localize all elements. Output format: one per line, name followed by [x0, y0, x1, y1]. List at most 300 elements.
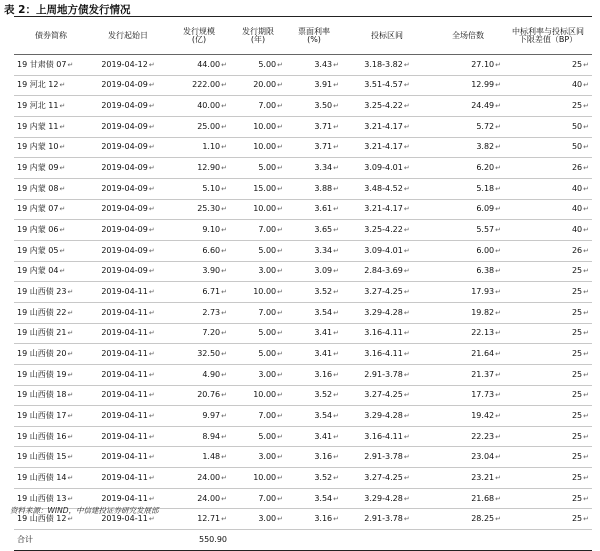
cell-scale	[168, 55, 230, 76]
cell-value: 2019-04-09	[101, 183, 148, 193]
cell-value: 23.21	[471, 472, 495, 482]
cell-value: 3.48-4.52	[364, 183, 403, 193]
cell-date	[88, 468, 168, 489]
column-header-line: 发行起始日	[108, 30, 148, 40]
paragraph-mark-icon: ↵	[277, 411, 283, 420]
cell-multiple	[432, 488, 504, 509]
cell-value: 19 内蒙 05	[17, 245, 59, 255]
cell-value: 2019-04-09	[101, 204, 148, 214]
paragraph-mark-icon: ↵	[148, 102, 155, 111]
total-cell-name	[14, 530, 88, 551]
paragraph-mark-icon: ↵	[221, 81, 227, 90]
cell-name	[14, 240, 88, 261]
cell-value: 2019-04-11	[101, 369, 148, 379]
column-header-multiple	[432, 17, 504, 55]
cell-value: 25	[571, 514, 583, 524]
cell-value: 28.25	[471, 514, 495, 524]
cell-multiple	[432, 282, 504, 303]
cell-spread	[504, 178, 592, 199]
paragraph-mark-icon: ↵	[277, 143, 283, 152]
cell-value: 2.73	[202, 307, 221, 317]
table-row	[14, 385, 592, 406]
cell-range	[342, 116, 432, 137]
paragraph-mark-icon: ↵	[403, 226, 410, 235]
cell-multiple	[432, 75, 504, 96]
paragraph-mark-icon: ↵	[333, 370, 339, 379]
cell-value: 3.52	[314, 472, 333, 482]
cell-rate	[286, 509, 342, 530]
paragraph-mark-icon: ↵	[221, 288, 227, 297]
cell-value: 32.50	[197, 349, 221, 359]
cell-multiple	[432, 406, 504, 427]
cell-spread	[504, 344, 592, 365]
cell-value: 3.52	[314, 390, 333, 400]
column-header-date	[88, 17, 168, 55]
paragraph-mark-icon: ↵	[67, 432, 74, 441]
paragraph-mark-icon: ↵	[403, 164, 410, 173]
paragraph-mark-icon: ↵	[403, 370, 410, 379]
paragraph-mark-icon: ↵	[277, 370, 283, 379]
cell-term	[230, 220, 286, 241]
cell-scale	[168, 385, 230, 406]
cell-rate	[286, 385, 342, 406]
cell-range	[342, 447, 432, 468]
cell-value: 2019-04-09	[101, 142, 148, 152]
cell-value: 19 山西债 13	[17, 493, 67, 503]
paragraph-mark-icon: ↵	[221, 143, 227, 152]
cell-value: 19 山西债 18	[17, 390, 67, 400]
cell-value: 5.00	[258, 59, 277, 69]
table-row	[14, 261, 592, 282]
cell-name	[14, 96, 88, 117]
cell-multiple	[432, 220, 504, 241]
cell-spread	[504, 385, 592, 406]
cell-value: 19 内蒙 08	[17, 183, 59, 193]
cell-value: 5.00	[258, 328, 277, 338]
cell-range	[342, 220, 432, 241]
cell-value: 3.88	[314, 183, 333, 193]
cell-rate	[286, 261, 342, 282]
table-row	[14, 220, 592, 241]
paragraph-mark-icon: ↵	[59, 267, 66, 276]
total-cell-date	[88, 530, 168, 551]
cell-scale	[168, 96, 230, 117]
cell-value: 25	[571, 287, 583, 297]
cell-value: 8.94	[202, 431, 221, 441]
cell-spread	[504, 302, 592, 323]
cell-date	[88, 240, 168, 261]
cell-date	[88, 96, 168, 117]
cell-name	[14, 178, 88, 199]
paragraph-mark-icon: ↵	[583, 473, 589, 482]
column-header-term	[230, 17, 286, 55]
paragraph-mark-icon: ↵	[277, 350, 283, 359]
paragraph-mark-icon: ↵	[333, 143, 339, 152]
cell-range	[342, 96, 432, 117]
cell-value: 10.00	[253, 287, 277, 297]
cell-value: 19.42	[471, 410, 495, 420]
paragraph-mark-icon: ↵	[403, 246, 410, 255]
cell-scale	[168, 509, 230, 530]
cell-value: 5.72	[476, 121, 495, 131]
cell-multiple	[432, 302, 504, 323]
cell-term	[230, 468, 286, 489]
paragraph-mark-icon: ↵	[277, 81, 283, 90]
cell-term	[230, 75, 286, 96]
paragraph-mark-icon: ↵	[333, 226, 339, 235]
column-header-line: (亿)	[191, 34, 207, 44]
paragraph-mark-icon: ↵	[277, 473, 283, 482]
paragraph-mark-icon: ↵	[148, 350, 155, 359]
cell-scale	[168, 261, 230, 282]
cell-rate	[286, 55, 342, 76]
paragraph-mark-icon: ↵	[148, 370, 155, 379]
cell-value: 3.54	[314, 410, 333, 420]
total-cell-range	[342, 530, 432, 551]
cell-multiple	[432, 261, 504, 282]
cell-multiple	[432, 344, 504, 365]
cell-spread	[504, 220, 592, 241]
paragraph-mark-icon: ↵	[277, 184, 283, 193]
cell-value: 5.18	[476, 183, 495, 193]
cell-multiple	[432, 55, 504, 76]
paragraph-mark-icon: ↵	[333, 122, 339, 131]
cell-value: 3.16-4.11	[364, 431, 403, 441]
paragraph-mark-icon: ↵	[148, 329, 155, 338]
column-header-line: (%)	[307, 34, 321, 44]
cell-name	[14, 406, 88, 427]
paragraph-mark-icon: ↵	[277, 288, 283, 297]
cell-value: 19 山西债 19	[17, 369, 67, 379]
cell-date	[88, 385, 168, 406]
paragraph-mark-icon: ↵	[495, 102, 501, 111]
column-header-line: 票面利率	[298, 26, 330, 36]
paragraph-mark-icon: ↵	[333, 473, 339, 482]
cell-scale	[168, 178, 230, 199]
cell-value: 2.91-3.78	[364, 452, 403, 462]
cell-rate	[286, 406, 342, 427]
paragraph-mark-icon: ↵	[333, 102, 339, 111]
paragraph-mark-icon: ↵	[148, 453, 155, 462]
paragraph-mark-icon: ↵	[583, 515, 589, 524]
table-row	[14, 199, 592, 220]
cell-value: 10.00	[253, 204, 277, 214]
cell-value: 19 甘肃债 07	[17, 59, 67, 69]
cell-name	[14, 282, 88, 303]
paragraph-mark-icon: ↵	[333, 391, 339, 400]
paragraph-mark-icon: ↵	[221, 350, 227, 359]
cell-value: 2019-04-09	[101, 245, 148, 255]
cell-value: 40.00	[197, 101, 221, 111]
cell-value: 2019-04-11	[101, 410, 148, 420]
cell-scale	[168, 240, 230, 261]
cell-value: 19.82	[471, 307, 495, 317]
cell-term	[230, 116, 286, 137]
cell-value: 2019-04-09	[101, 121, 148, 131]
cell-value: 2019-04-11	[101, 493, 148, 503]
paragraph-mark-icon: ↵	[221, 246, 227, 255]
cell-value: 3.41	[314, 328, 333, 338]
cell-rate	[286, 468, 342, 489]
cell-range	[342, 468, 432, 489]
cell-term	[230, 137, 286, 158]
cell-value: 3.27-4.25	[364, 390, 403, 400]
cell-value: 2019-04-11	[101, 472, 148, 482]
cell-value: 23.04	[471, 452, 495, 462]
cell-value: 3.29-4.28	[364, 307, 403, 317]
cell-value: 2019-04-09	[101, 80, 148, 90]
table-row	[14, 344, 592, 365]
column-header-name	[14, 17, 88, 55]
cell-term	[230, 282, 286, 303]
cell-value: 40	[571, 80, 583, 90]
paragraph-mark-icon: ↵	[148, 494, 155, 503]
cell-multiple	[432, 426, 504, 447]
cell-spread	[504, 468, 592, 489]
cell-value: 6.09	[476, 204, 495, 214]
paragraph-mark-icon: ↵	[148, 515, 155, 524]
paragraph-mark-icon: ↵	[403, 81, 410, 90]
paragraph-mark-icon: ↵	[221, 205, 227, 214]
table-row	[14, 158, 592, 179]
cell-rate	[286, 137, 342, 158]
cell-value: 3.00	[258, 452, 277, 462]
paragraph-mark-icon: ↵	[495, 60, 501, 69]
cell-term	[230, 178, 286, 199]
paragraph-mark-icon: ↵	[403, 350, 410, 359]
cell-range	[342, 55, 432, 76]
paragraph-mark-icon: ↵	[403, 453, 410, 462]
cell-multiple	[432, 178, 504, 199]
paragraph-mark-icon: ↵	[59, 226, 66, 235]
paragraph-mark-icon: ↵	[583, 267, 589, 276]
cell-value: 19 山西债 16	[17, 431, 67, 441]
cell-term	[230, 302, 286, 323]
cell-value: 2019-04-09	[101, 101, 148, 111]
cell-scale	[168, 199, 230, 220]
cell-multiple	[432, 158, 504, 179]
cell-spread	[504, 240, 592, 261]
table-row	[14, 96, 592, 117]
table-header-row	[14, 17, 592, 55]
paragraph-mark-icon: ↵	[403, 143, 410, 152]
cell-value: 22.23	[471, 431, 495, 441]
cell-value: 3.09-4.01	[364, 245, 403, 255]
cell-name	[14, 344, 88, 365]
cell-range	[342, 261, 432, 282]
cell-value: 2019-04-11	[101, 328, 148, 338]
cell-multiple	[432, 447, 504, 468]
cell-value: 6.60	[202, 245, 221, 255]
paragraph-mark-icon: ↵	[59, 184, 66, 193]
cell-term	[230, 158, 286, 179]
cell-value: 25.30	[197, 204, 221, 214]
cell-term	[230, 447, 286, 468]
cell-multiple	[432, 364, 504, 385]
paragraph-mark-icon: ↵	[403, 288, 410, 297]
column-header-rate	[286, 17, 342, 55]
total-cell-term	[230, 530, 286, 551]
cell-multiple	[432, 199, 504, 220]
cell-name	[14, 447, 88, 468]
cell-value: 5.10	[202, 183, 221, 193]
cell-value: 3.82	[476, 142, 495, 152]
cell-term	[230, 385, 286, 406]
column-header-line: 投标区间	[371, 30, 403, 40]
cell-value: 4.90	[202, 369, 221, 379]
paragraph-mark-icon: ↵	[403, 391, 410, 400]
paragraph-mark-icon: ↵	[403, 102, 410, 111]
cell-value: 19 内蒙 10	[17, 142, 59, 152]
paragraph-mark-icon: ↵	[277, 205, 283, 214]
cell-scale	[168, 302, 230, 323]
paragraph-mark-icon: ↵	[403, 205, 410, 214]
cell-name	[14, 158, 88, 179]
cell-value: 24.00	[197, 472, 221, 482]
cell-spread	[504, 261, 592, 282]
cell-term	[230, 240, 286, 261]
cell-value: 25	[571, 369, 583, 379]
cell-rate	[286, 344, 342, 365]
cell-rate	[286, 323, 342, 344]
paragraph-mark-icon: ↵	[495, 432, 501, 441]
total-cell-scale	[168, 530, 230, 551]
cell-value: 7.00	[258, 493, 277, 503]
cell-range	[342, 426, 432, 447]
paragraph-mark-icon: ↵	[495, 184, 501, 193]
cell-name	[14, 220, 88, 241]
paragraph-mark-icon: ↵	[67, 411, 74, 420]
cell-range	[342, 282, 432, 303]
paragraph-mark-icon: ↵	[59, 164, 66, 173]
cell-value: 25	[571, 410, 583, 420]
paragraph-mark-icon: ↵	[59, 205, 66, 214]
cell-value: 17.73	[471, 390, 495, 400]
paragraph-mark-icon: ↵	[67, 350, 74, 359]
cell-value: 3.16	[314, 369, 333, 379]
cell-value: 25	[571, 493, 583, 503]
paragraph-mark-icon: ↵	[495, 81, 501, 90]
cell-date	[88, 199, 168, 220]
cell-name	[14, 116, 88, 137]
paragraph-mark-icon: ↵	[67, 515, 74, 524]
cell-value: 40	[571, 183, 583, 193]
cell-value: 19 山西债 22	[17, 307, 67, 317]
cell-rate	[286, 75, 342, 96]
paragraph-mark-icon: ↵	[148, 391, 155, 400]
table-title: 表 2：上周地方债发行情况	[4, 4, 131, 16]
table-row	[14, 302, 592, 323]
paragraph-mark-icon: ↵	[403, 308, 410, 317]
cell-multiple	[432, 385, 504, 406]
cell-name	[14, 385, 88, 406]
cell-value: 3.00	[258, 369, 277, 379]
cell-range	[342, 385, 432, 406]
cell-range	[342, 240, 432, 261]
cell-multiple	[432, 468, 504, 489]
cell-date	[88, 158, 168, 179]
cell-value: 9.10	[202, 225, 221, 235]
cell-value: 19 河北 11	[17, 101, 59, 111]
paragraph-mark-icon: ↵	[495, 267, 501, 276]
column-header-spread	[504, 17, 592, 55]
cell-date	[88, 75, 168, 96]
table-row	[14, 282, 592, 303]
cell-date	[88, 364, 168, 385]
cell-name	[14, 137, 88, 158]
cell-value: 3.65	[314, 225, 333, 235]
cell-value: 3.09	[314, 266, 333, 276]
paragraph-mark-icon: ↵	[403, 329, 410, 338]
cell-value: 222.00	[192, 80, 221, 90]
table-row	[14, 178, 592, 199]
cell-value: 5.00	[258, 245, 277, 255]
paragraph-mark-icon: ↵	[583, 164, 589, 173]
paragraph-mark-icon: ↵	[333, 81, 339, 90]
cell-range	[342, 509, 432, 530]
cell-spread	[504, 282, 592, 303]
paragraph-mark-icon: ↵	[403, 184, 410, 193]
cell-value: 25	[571, 266, 583, 276]
table-row	[14, 447, 592, 468]
cell-value: 3.41	[314, 431, 333, 441]
paragraph-mark-icon: ↵	[495, 391, 501, 400]
total-row	[14, 530, 592, 551]
paragraph-mark-icon: ↵	[495, 205, 501, 214]
cell-value: 2.91-3.78	[364, 369, 403, 379]
cell-value: 5.00	[258, 431, 277, 441]
cell-value: 2019-04-11	[101, 390, 148, 400]
cell-value: 26	[571, 245, 583, 255]
cell-term	[230, 261, 286, 282]
paragraph-mark-icon: ↵	[495, 515, 501, 524]
paragraph-mark-icon: ↵	[333, 288, 339, 297]
cell-spread	[504, 137, 592, 158]
cell-value: 7.00	[258, 225, 277, 235]
cell-value: 3.16-4.11	[364, 328, 403, 338]
cell-value: 3.50	[314, 101, 333, 111]
paragraph-mark-icon: ↵	[277, 226, 283, 235]
cell-value: 3.27-4.25	[364, 287, 403, 297]
cell-value: 12.71	[197, 514, 221, 524]
table-row	[14, 364, 592, 385]
column-header-line: (年)	[250, 34, 266, 44]
paragraph-mark-icon: ↵	[495, 453, 501, 462]
paragraph-mark-icon: ↵	[277, 267, 283, 276]
cell-date	[88, 220, 168, 241]
paragraph-mark-icon: ↵	[333, 184, 339, 193]
table-body	[14, 55, 592, 551]
cell-scale	[168, 447, 230, 468]
source-note: 资料来源：WIND，中信建投证券研究发展部	[10, 506, 159, 515]
paragraph-mark-icon: ↵	[148, 267, 155, 276]
cell-value: 3.27-4.25	[364, 472, 403, 482]
paragraph-mark-icon: ↵	[583, 391, 589, 400]
paragraph-mark-icon: ↵	[403, 267, 410, 276]
paragraph-mark-icon: ↵	[403, 122, 410, 131]
cell-date	[88, 406, 168, 427]
column-header-line: 发行规模	[183, 26, 215, 36]
cell-term	[230, 406, 286, 427]
paragraph-mark-icon: ↵	[221, 226, 227, 235]
paragraph-mark-icon: ↵	[583, 370, 589, 379]
cell-value: 3.54	[314, 307, 333, 317]
cell-name	[14, 261, 88, 282]
cell-multiple	[432, 323, 504, 344]
cell-value: 6.20	[476, 163, 495, 173]
paragraph-mark-icon: ↵	[148, 164, 155, 173]
cell-date	[88, 447, 168, 468]
